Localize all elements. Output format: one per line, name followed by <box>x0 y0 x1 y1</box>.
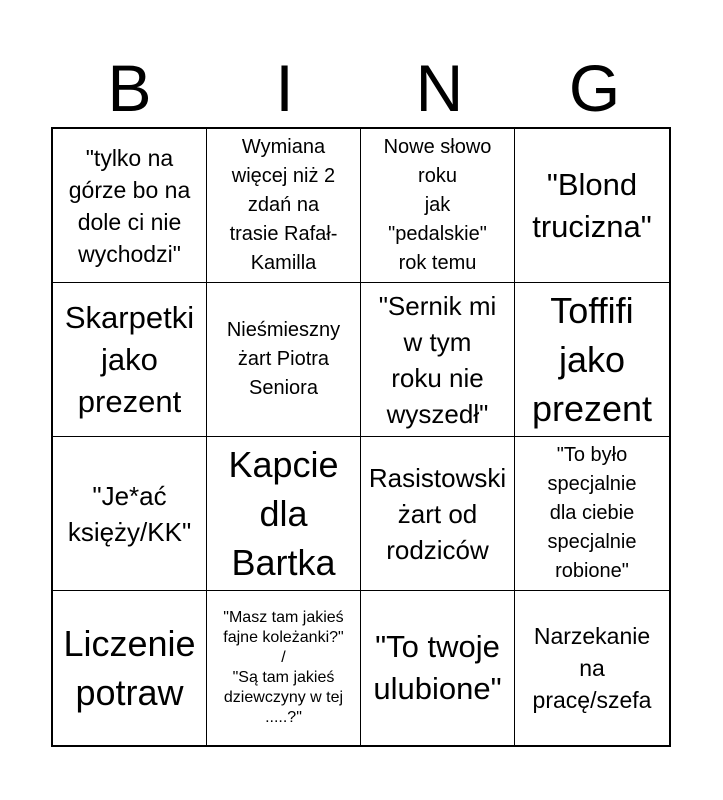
cell-text: "tylko na górze bo na dole ci nie wychodzi" <box>68 144 191 267</box>
bingo-cell[interactable] <box>207 591 361 745</box>
bingo-cell[interactable] <box>53 591 207 745</box>
bingo-cell[interactable] <box>53 129 207 283</box>
cell-text: "Je*ać księży/KK" <box>67 480 192 547</box>
bingo-cell[interactable] <box>515 591 669 745</box>
cell-text: Rasistowski żart od rodziców <box>368 462 507 565</box>
cell-text: "Masz tam jakieś fajne koleżanki?" / "Są tam jakieś dziewczyny w tej .....?" <box>223 609 344 726</box>
title-letter-g: G <box>568 51 621 125</box>
bingo-cell[interactable] <box>361 129 515 283</box>
bingo-cell[interactable] <box>515 129 669 283</box>
cell-text: Narzekanie na pracę/szefa <box>532 623 652 713</box>
cell-text: Nowe słowo roku jak "pedalskie" rok temu <box>383 136 492 274</box>
bingo-cell[interactable] <box>53 283 207 437</box>
cell-text: Wymiana więcej niż 2 zdań na trasie Rafał- Kamilla <box>229 136 338 274</box>
bingo-board <box>51 127 671 747</box>
bingo-cell[interactable] <box>207 129 361 283</box>
title-letter-i: I <box>275 51 294 125</box>
bingo-cell[interactable] <box>207 437 361 591</box>
cell-text: "Blond trucizna" <box>532 166 652 244</box>
cell-text: "To twoje ulubione" <box>373 629 502 706</box>
bingo-cell[interactable] <box>515 283 669 437</box>
cell-text: Skarpetki jako prezent <box>64 299 195 419</box>
cell-text: "Sernik mi w tym roku nie wyszedł" <box>378 290 497 429</box>
bingo-cell[interactable] <box>361 437 515 591</box>
bingo-cell[interactable] <box>361 591 515 745</box>
bingo-cell[interactable] <box>361 283 515 437</box>
title-letter-n: N <box>415 51 464 125</box>
cell-text: Nieśmieszny żart Piotra Seniora <box>226 319 341 399</box>
bingo-cell[interactable] <box>515 437 669 591</box>
cell-text: Kapcie dla Bartka <box>228 444 339 583</box>
cell-text: Toffifi jako prezent <box>531 290 653 429</box>
cell-text: Liczenie potraw <box>63 623 196 713</box>
cell-text: "To było specjalnie dla ciebie specjalnie robione" <box>547 444 637 582</box>
bingo-cell[interactable] <box>207 283 361 437</box>
bingo-title <box>52 52 672 124</box>
bingo-cell[interactable] <box>53 437 207 591</box>
title-letter-b: B <box>107 51 152 125</box>
